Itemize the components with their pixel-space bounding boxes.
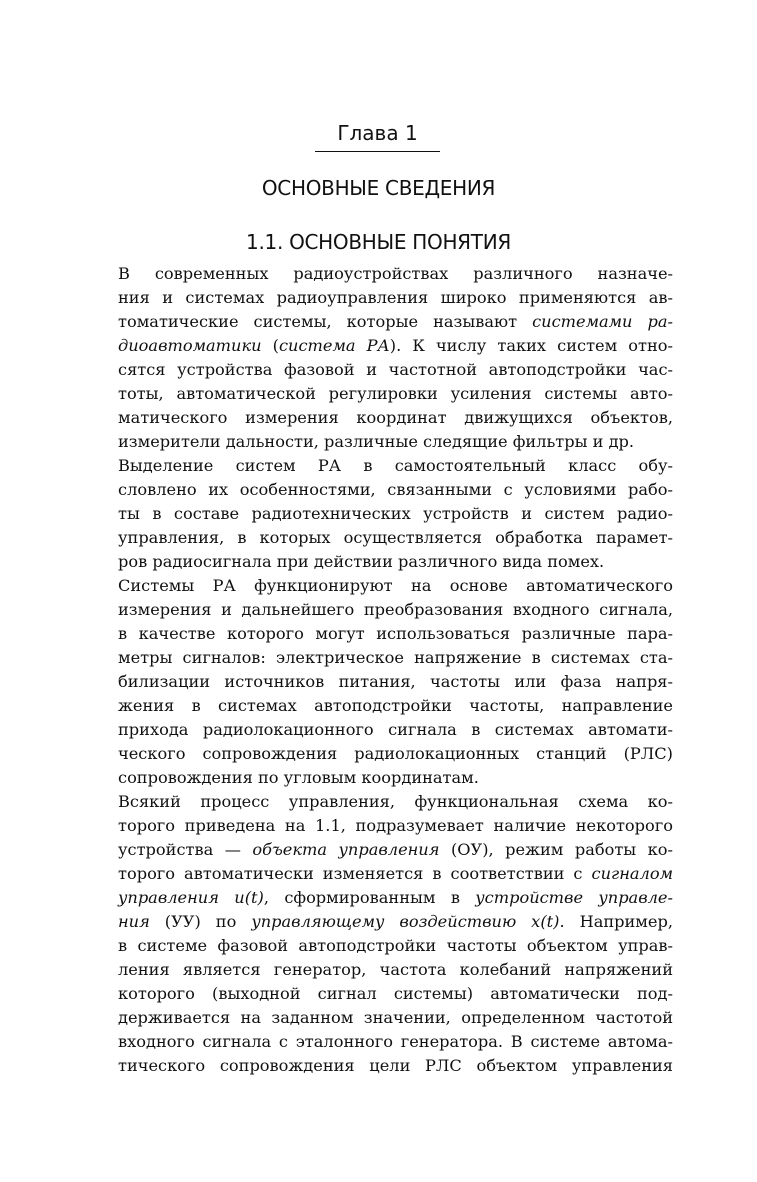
text-line: ления является генератор, частота колебаний напряжений [118,960,673,979]
text-line: Системы РА функционируют на основе автоматического [118,576,673,595]
text-line: Всякий процесс управления, функциональная схема ко- [118,792,673,811]
text-line: устройства — объекта управления (ОУ), режим работы ко- [118,840,673,859]
text-line: сопровождения по угловым координатам. [118,768,479,787]
text-line: ты в составе радиотехнических устройств и систем радио- [118,504,673,523]
text-line: В современных радиоустройствах различного назначе- [118,264,673,283]
text-line: которого (выходной сигнал системы) автоматически под- [118,984,673,1003]
text-line: метры сигналов: электрическое напряжение в системах ста- [118,648,673,667]
text-line: измерители дальности, различные следящие фильтры и др. [118,432,635,451]
text-line: билизации источников питания, частоты или фаза напря- [118,672,673,691]
text-line: прихода радиолокационного сигнала в системах автомати- [118,720,673,739]
text-line: матического измерения координат движущихся объектов, [118,408,673,427]
paragraph-3 [88,574,673,790]
text-line: измерения и дальнейшего преобразования входного сигнала, [118,600,673,619]
text-line: торого приведена на 1.1, подразумевает наличие некоторого [118,816,673,835]
text-line: ния и системах радиоуправления широко применяются ав- [118,288,673,307]
text-line: тоты, автоматической регулировки усиления системы авто- [118,384,673,403]
text-line: в качестве которого могут использоваться различные пара- [118,624,673,643]
text-line: держивается на заданном значении, определенном частотой [118,1008,673,1027]
text-line: ния (УУ) по управляющему воздействию x(t). Например, [118,912,673,931]
text-line: торого автоматически изменяется в соответствии с сигналом [118,864,673,883]
body-text [88,262,673,1078]
text-line: жения в системах автоподстройки частоты, направление [118,696,673,715]
paragraph-2 [88,454,673,574]
text-line: управления u(t), сформированным в устройстве управле- [118,888,673,907]
text-line: ров радиосигнала при действии различного вида помех. [118,552,605,571]
text-line: тического сопровождения цели РЛС объектом управления [118,1056,673,1075]
paragraph-4 [88,790,673,1078]
text-line: управления, в которых осуществляется обработка парамет- [118,528,673,547]
text-line: томатические системы, которые называют системами ра- [118,312,673,331]
text-line: ческого сопровождения радиолокационных станций (РЛС) [118,744,673,763]
text-line: диоавтоматики (система РА). К числу таких систем отно- [118,336,673,355]
text-line: сятся устройства фазовой и частотной автоподстройки час- [118,360,673,379]
text-line: в системе фазовой автоподстройки частоты объектом управ- [118,936,673,955]
text-line: Выделение систем РА в самостоятельный класс обу- [118,456,673,475]
chapter-label: Глава 1 [315,118,440,152]
chapter-title: ОСНОВНЫЕ СВЕДЕНИЯ [261,176,496,200]
section-title: 1.1. ОСНОВНЫЕ ПОНЯТИЯ [246,230,511,254]
text-line: входного сигнала с эталонного генератора. В системе автома- [118,1032,673,1051]
paragraph-1 [88,262,673,454]
text-line: словлено их особенностями, связанными с условиями рабо- [118,480,673,499]
